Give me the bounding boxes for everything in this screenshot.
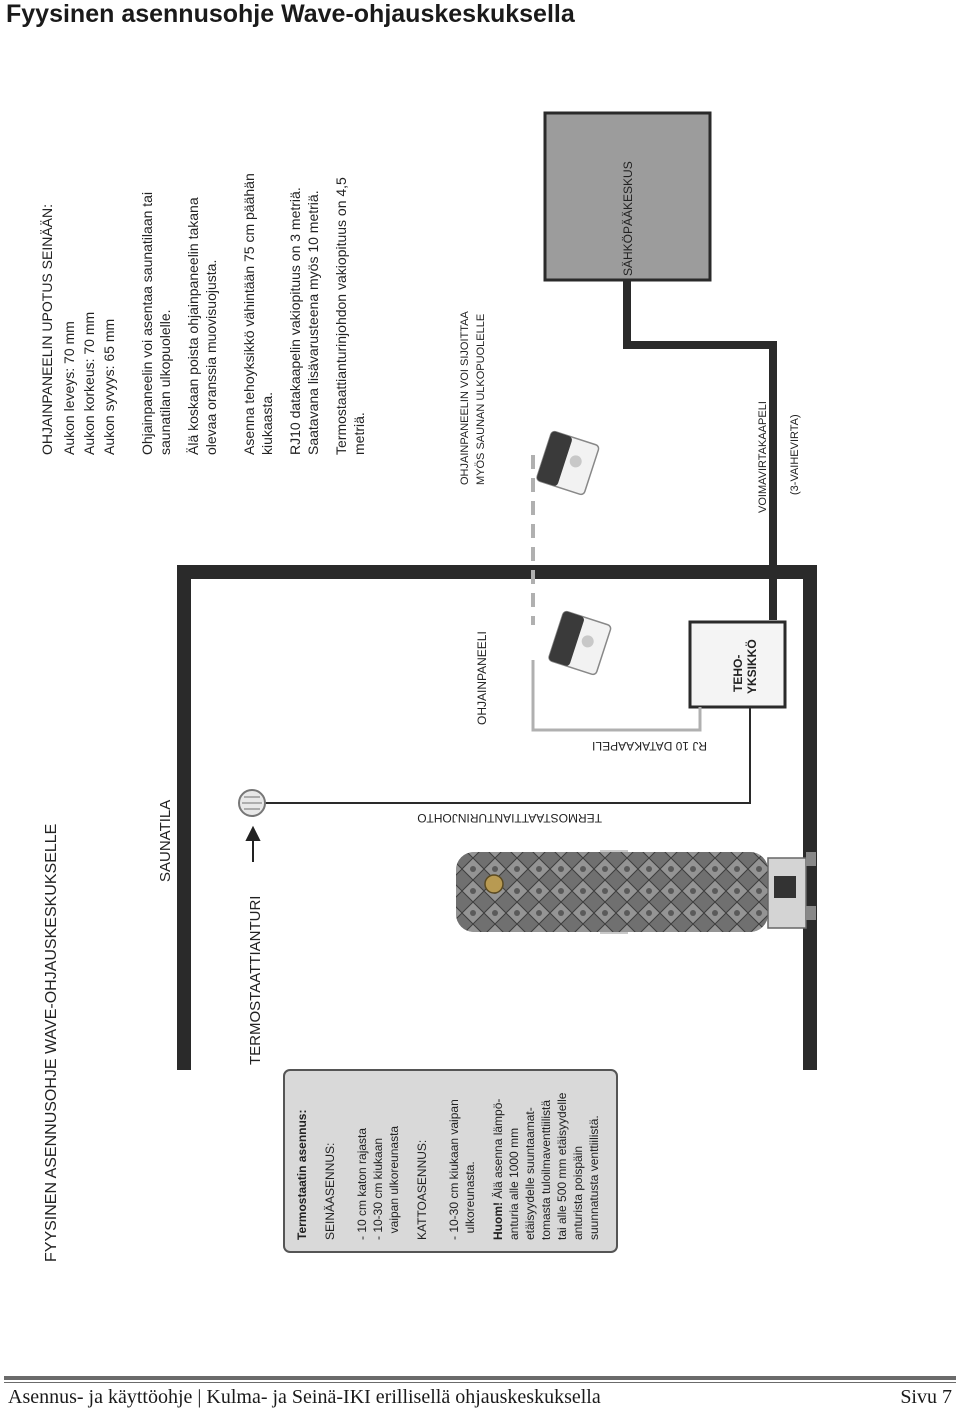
huom-label: Huom!: [491, 1202, 505, 1240]
seina-line-2: vaipan ulkoreunasta: [387, 1125, 401, 1240]
huom-line-0: [491, 1099, 505, 1240]
note-2-line-1: kiukaasta.: [259, 391, 275, 455]
arrow-up-icon: [247, 828, 259, 862]
huom-line-4: tai alle 500 mm etäisyydelle: [555, 1092, 569, 1240]
note-3-line-1: Saatavana lisävarusteena myös 10 metriä.: [305, 190, 321, 455]
termostaattianturi-label: TERMOSTAATTIANTURI: [247, 895, 264, 1065]
seina-line-0: - 10 cm katon rajasta: [355, 1127, 369, 1240]
note-0-line-1: saunatilan ulkopuolelle.: [157, 309, 173, 455]
rj10-label: RJ 10 DATAKAAPELI: [592, 739, 707, 753]
footer-text: Asennus- ja käyttöohje | Kulma- ja Seinä-IKI erillisellä ohjauskeskuksella: [8, 1386, 601, 1408]
saunatila-label: SAUNATILA: [157, 799, 174, 882]
note-4-line-0: Termostaattianturinjohdon vakiopituus on 4,5: [333, 177, 349, 455]
huom-line-2: etäisyydelle suuntaamat-: [523, 1107, 537, 1240]
katto-line-1: ulkoreunasta.: [463, 1161, 477, 1240]
page-title: Fyysinen asennusohje Wave-ohjauskeskuksella: [6, 0, 575, 28]
termostaattianturinjohto-label: TERMOSTAATTIANTURINJOHTO: [417, 811, 602, 825]
ohjainpaneeli-ulko-label-2: MYÖS SAUNAN ULKOPUOLELLE: [475, 313, 487, 485]
note-1-line-1: olevaa oranssia muovisuojusta.: [203, 259, 219, 455]
ohjainpaneeli-label: OHJAINPANEELI: [475, 631, 489, 725]
katto-heading: KATTOASENNUS:: [415, 1139, 429, 1240]
huom-line-5: anturista poispäin: [571, 1145, 585, 1240]
voimavirtakaapeli-label: VOIMAVIRTAKAAPELI: [757, 401, 769, 513]
note-0-line-0: Ohjainpaneelin voi asentaa saunatilaan tai: [139, 191, 155, 455]
thermostat-sensor-icon: [239, 790, 265, 816]
termostaatti-box-title: Termostaatin asennus:: [295, 1109, 309, 1240]
upotus-line-0: OHJAINPANEELIN UPOTUS SEINÄÄN:: [39, 203, 55, 455]
rj10-data-cable: [533, 660, 700, 730]
upotus-line-3: Aukon syvyys: 65 mm: [101, 318, 117, 455]
footer-divider: [4, 1376, 956, 1380]
note-2-line-0: Asenna tehoyksikkö vähintään 75 cm päähän: [241, 173, 257, 455]
huom-text-0: Älä asenna lämpö-: [491, 1098, 505, 1202]
upotus-line-1: Aukon leveys: 70 mm: [61, 321, 77, 455]
diagram-heading: FYYSINEN ASENNUSOHJE WAVE-OHJAUSKESKUKSELLE: [43, 823, 60, 1262]
huom-line-3: tomasta tuloilmaventtiilistä: [539, 1099, 553, 1240]
seina-heading: SEINÄASENNUS:: [323, 1142, 337, 1240]
note-1-line-0: Älä koskaan poista ohjainpaneelin takana: [185, 197, 201, 455]
sahkopaakeskus-label: SÄHKÖPÄÄKESKUS: [621, 161, 635, 276]
katto-line-0: - 10-30 cm kiukaan vaipan: [447, 1099, 461, 1240]
note-4-line-1: metriä.: [351, 412, 367, 455]
heater-icon: [456, 850, 816, 934]
note-3-line-0: RJ10 datakaapelin vakiopituus on 3 metriä.: [287, 187, 303, 455]
tehoyksikko-label-1: TEHO-: [731, 654, 745, 692]
huom-line-1: anturia alle 1000 mm: [507, 1127, 521, 1240]
control-panel-device: [548, 611, 612, 676]
thermostat-wire: [264, 707, 750, 803]
tehoyksikko-label-2: YKSIKKÖ: [745, 639, 759, 694]
huom-line-6: suunnatusta venttiilistä.: [587, 1115, 601, 1240]
footer-divider-thin: [4, 1382, 956, 1383]
ohjainpaneeli-ulko-label-1: OHJAINPANEELIN VOI SIJOITTAA: [459, 311, 471, 485]
seina-line-1: - 10-30 cm kiukaan: [371, 1137, 385, 1240]
upotus-line-2: Aukon korkeus: 70 mm: [81, 311, 97, 455]
footer-page-number: Sivu 7: [900, 1386, 952, 1408]
control-panel-outside-device: [536, 431, 600, 496]
vaihevirta-label: (3-VAIHEVIRTA): [789, 414, 801, 495]
